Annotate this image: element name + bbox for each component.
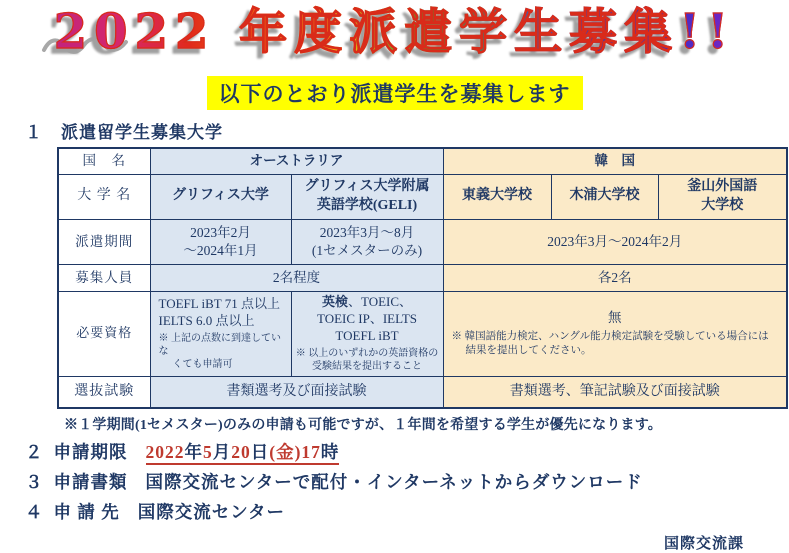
section1-heading: １ 派遣留学生募集大学 <box>25 123 223 142</box>
deadline-hour: 17 <box>301 442 321 462</box>
qual-geli-eiken: 英検 <box>321 294 348 310</box>
label-university: 大 学 名 <box>58 174 150 219</box>
exam-korea: 書類選考、筆記試験及び面接試験 <box>443 376 787 408</box>
label-qualification: 必要資格 <box>58 291 150 376</box>
subtitle-row <box>0 76 789 110</box>
univ-busan-line1: 釜山外国語 <box>687 179 758 195</box>
label-country: 国 名 <box>58 148 150 174</box>
qualification-geli <box>291 291 443 376</box>
qual-geli-line2: TOEIC IP、IELTS <box>316 311 418 327</box>
qual-griffith-line1: TOEFL iBT 71 点以上 <box>158 295 280 311</box>
page-title: 2022 年度派遣学生募集!! <box>53 4 736 60</box>
qual-geli-line1 <box>294 294 441 311</box>
semester-note: ※１学期間(1セメスター)のみの申請も可能ですが、１年間を希望する学生が優先になります。 <box>64 418 663 433</box>
period-griffith <box>150 219 291 264</box>
country-korea: 韓 国 <box>443 148 787 174</box>
item-destination-number: ４ <box>25 502 44 522</box>
period-geli <box>291 219 443 264</box>
qual-korea-note2: 結果を提出してください。 <box>465 344 592 356</box>
row-university <box>58 174 787 219</box>
univ-busan <box>658 174 787 219</box>
deadline-hour-unit: 時 <box>320 442 340 462</box>
deadline-year: 2022 <box>145 442 185 462</box>
item-destination-label: 申 請 先 <box>53 502 120 522</box>
row-qualification <box>58 291 787 376</box>
qual-geli-rest: 、TOEIC、 <box>347 294 413 310</box>
document-page <box>0 2 789 552</box>
qual-korea-note1: ※ 韓国語能力検定、ハングル能力検定試験を受験している場合には <box>451 330 769 342</box>
univ-griffith: グリフィス大学 <box>150 174 291 219</box>
period-griffith-line1: 2023年2月 <box>190 224 251 240</box>
period-geli-line1: 2023年3月～8月 <box>319 224 415 240</box>
qual-korea-main: 無 <box>608 310 622 326</box>
recruitment-table <box>57 147 788 409</box>
qual-geli-note1: ※ 以上のいずれかの英語資格の <box>295 347 439 359</box>
univ-dongeui: 東義大学校 <box>443 174 551 219</box>
period-korea: 2023年3月～2024年2月 <box>443 219 787 264</box>
item-documents <box>25 469 789 494</box>
subtitle-highlight: 以下のとおり派遣学生を募集します <box>207 76 583 110</box>
qual-geli-note2: 受験結果を提出すること <box>312 360 422 372</box>
footer-department: 国際交流課 <box>663 536 744 552</box>
label-period: 派遣期間 <box>58 219 150 264</box>
qual-geli-line3: TOEFL iBT <box>335 327 399 343</box>
row-capacity <box>58 264 787 291</box>
capacity-australia: 2名程度 <box>150 264 443 291</box>
item-destination-value: 国際交流センター <box>137 502 286 522</box>
univ-mokpo: 木浦大学校 <box>551 174 658 219</box>
row-period <box>58 219 787 264</box>
country-australia: オーストラリア <box>150 148 443 174</box>
row-country <box>58 148 787 174</box>
label-capacity: 募集人員 <box>58 264 150 291</box>
row-exam <box>58 376 787 408</box>
univ-busan-line2: 大学校 <box>701 197 744 213</box>
exam-australia: 書類選考及び面接試験 <box>150 376 443 408</box>
qual-griffith-note1: ※ 上記の点数に到達していな <box>158 333 281 358</box>
item-documents-value: 国際交流センターで配付・インターネットからダウンロード <box>145 472 643 492</box>
item-deadline-number: ２ <box>25 442 44 462</box>
deadline-weekday: (金) <box>269 442 302 462</box>
univ-geli <box>291 174 443 219</box>
item-destination <box>25 499 789 524</box>
qual-griffith-note2: くても申請可 <box>172 359 233 371</box>
label-exam: 選抜試験 <box>58 376 150 408</box>
deadline-value <box>146 442 340 465</box>
deadline-day-unit: 日 <box>250 442 270 462</box>
deadline-year-unit: 年 <box>184 442 203 462</box>
deadline-day: 20 <box>231 442 251 462</box>
item-documents-number: ３ <box>25 472 44 492</box>
univ-geli-line1: グリフィス大学附属 <box>304 179 430 195</box>
qual-griffith-line2: IELTS 6.0 点以上 <box>158 312 255 328</box>
deadline-month: 5 <box>203 442 213 462</box>
deadline-month-unit: 月 <box>212 442 232 462</box>
qualification-korea <box>443 291 787 376</box>
capacity-korea: 各2名 <box>443 264 787 291</box>
item-deadline-label: 申請期限 <box>53 442 128 462</box>
title-banner <box>0 2 789 70</box>
univ-geli-line2: 英語学校(GELI) <box>316 197 418 213</box>
period-geli-line2: (1セメスターのみ) <box>311 242 423 258</box>
item-deadline <box>25 439 789 464</box>
item-documents-label: 申請書類 <box>53 472 128 492</box>
qualification-griffith <box>150 291 291 376</box>
period-griffith-line2: ～2024年1月 <box>183 242 258 258</box>
